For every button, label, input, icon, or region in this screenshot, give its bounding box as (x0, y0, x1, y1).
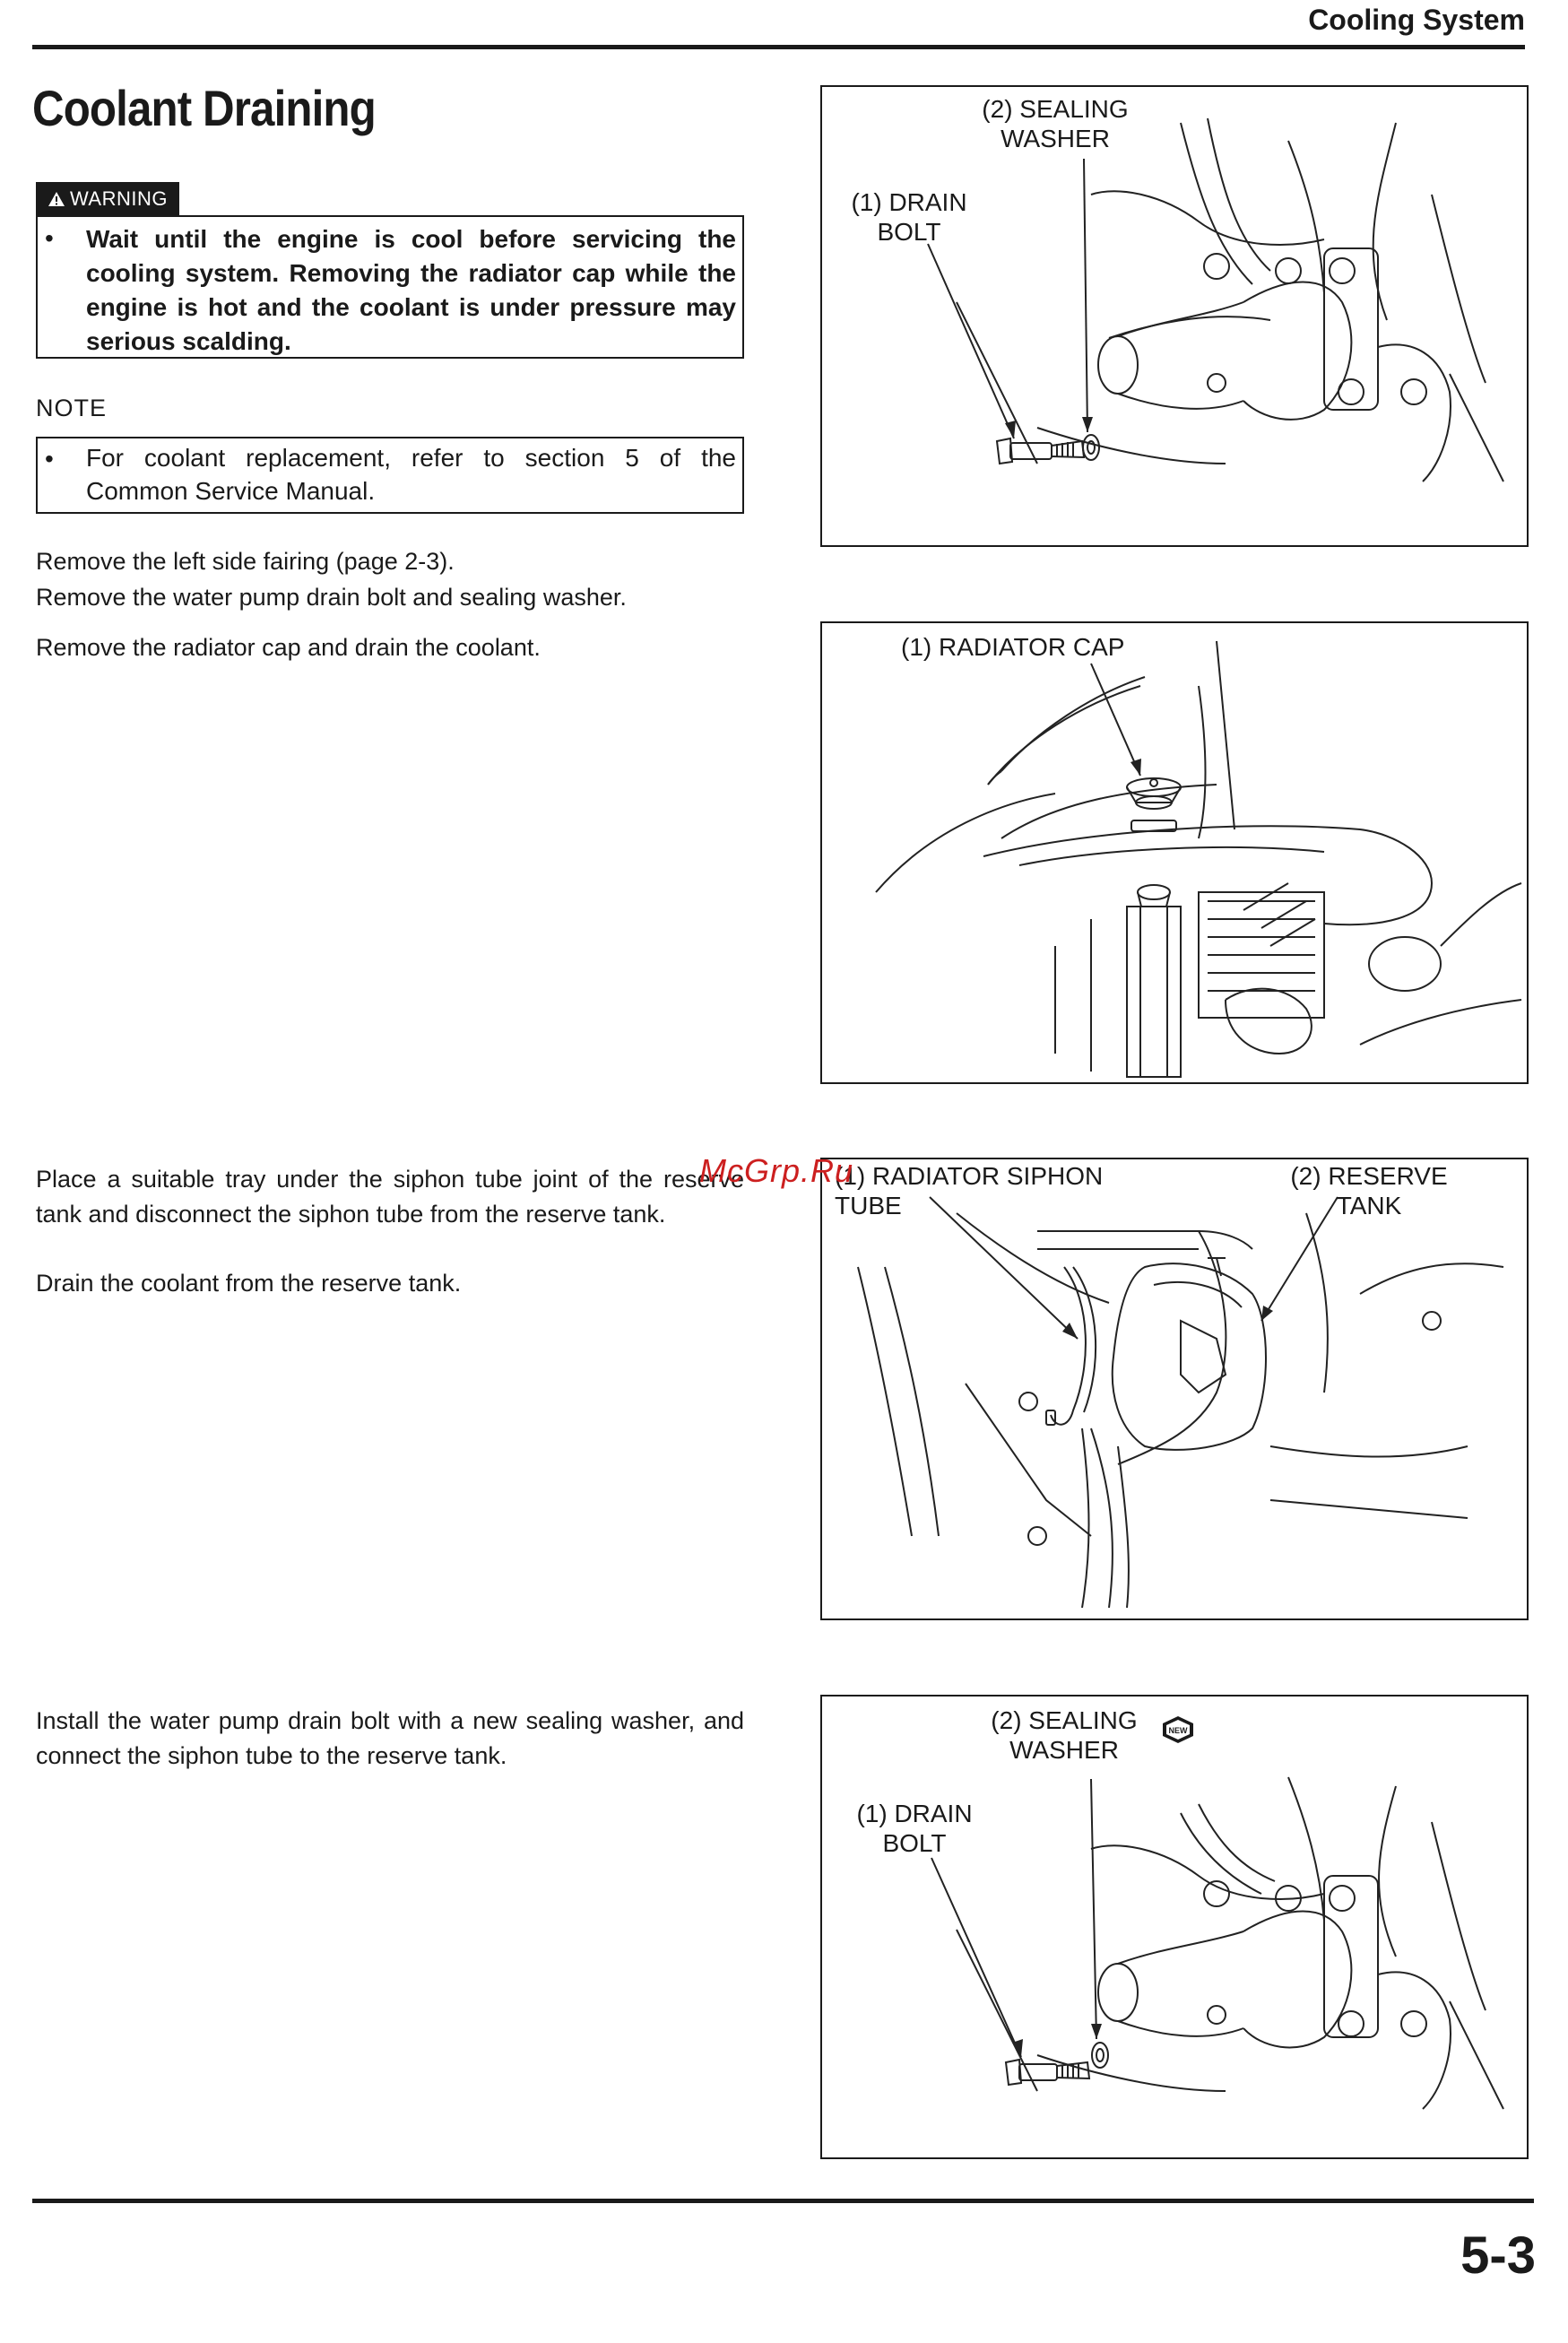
fig2-label-radiator-cap: (1) RADIATOR CAP (901, 633, 1125, 661)
new-part-badge-icon (1159, 1714, 1197, 1745)
fig3-label-siphon-tube: (1) RADIATOR SIPHON TUBE (835, 1162, 1104, 1219)
fig4-label-drain-bolt: (1) DRAIN BOLT (856, 1800, 973, 1857)
step-3-line-1: Place a suitable tray under the siphon tube joint of the reserve tank and disconnect the siphon tube from the reserve tank. (36, 1166, 744, 1228)
step-1-line-2: Remove the water pump drain bolt and sealing washer. (36, 584, 627, 611)
step-1-line-1: Remove the left side fairing (page 2-3). (36, 548, 455, 575)
step-2: Remove the radiator cap and drain the coolant. (36, 634, 541, 661)
fig4-label-sealing-washer: (2) SEALING WASHER (991, 1706, 1138, 1764)
figure-radiator-cap (820, 621, 1529, 1084)
figure-install-drain-bolt (820, 1695, 1529, 2159)
section-title: Cooling System (1308, 4, 1525, 36)
footer-rule (32, 2199, 1534, 2203)
page-number: 5-3 (1460, 2226, 1536, 2285)
header-rule (32, 45, 1525, 49)
warning-text: Wait until the engine is cool before servicing the cooling system. Removing the radiator cap while the engine is hot and the coolant is under pressure may serious scalding. (86, 225, 736, 355)
fig1-label-sealing-washer: (2) SEALING WASHER (982, 95, 1129, 152)
drain-bolt-illustration (822, 87, 1530, 549)
warning-badge-label: WARNING (69, 187, 168, 210)
warning-badge (36, 182, 179, 215)
fig1-label-drain-bolt: (1) DRAIN BOLT (851, 188, 967, 246)
new-badge-text: NEW (1168, 1726, 1188, 1735)
radiator-cap-illustration (822, 623, 1530, 1086)
step-4: Install the water pump drain bolt with a new sealing washer, and connect the siphon tube to the reserve tank. (36, 1707, 744, 1769)
note-bullet: • (45, 445, 54, 473)
step-3-line-2: Drain the coolant from the reserve tank. (36, 1270, 462, 1297)
figure-drain-bolt (820, 85, 1529, 547)
note-label: NOTE (36, 395, 108, 421)
warning-triangle-icon (48, 191, 65, 207)
figure-reserve-tank (820, 1158, 1529, 1620)
fig3-label-reserve-tank: (2) RESERVE TANK (1290, 1162, 1448, 1219)
note-text: For coolant replacement, refer to section 5 of the Common Service Manual. (86, 444, 736, 505)
page-title: Coolant Draining (32, 80, 376, 136)
reserve-tank-illustration (822, 1159, 1530, 1622)
install-drain-bolt-illustration (822, 1697, 1530, 2161)
watermark: McGrp.Ru (699, 1152, 854, 1189)
warning-bullet: • (45, 224, 54, 252)
